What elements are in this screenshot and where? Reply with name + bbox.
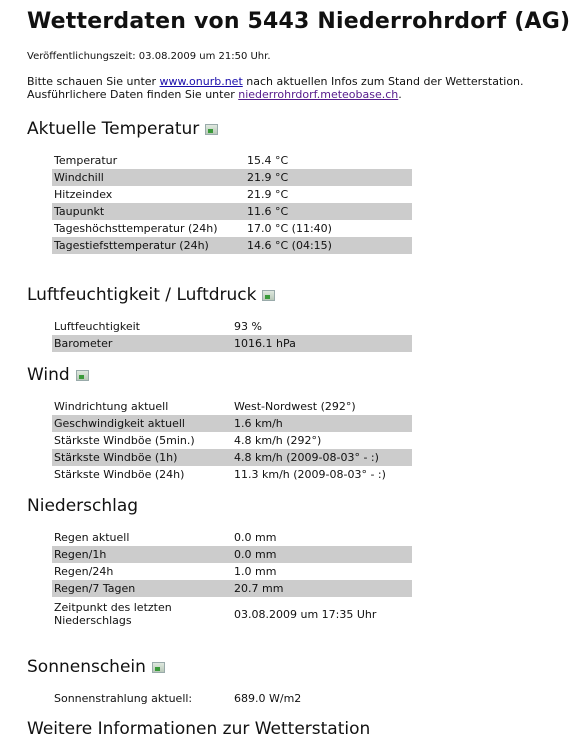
row-label: Zeitpunkt des letzten Niederschlags xyxy=(54,601,172,627)
chart-icon[interactable] xyxy=(262,290,275,301)
row-value: 689.0 W/m2 xyxy=(234,692,302,705)
chart-icon[interactable] xyxy=(152,662,165,673)
row-value: 93 % xyxy=(234,320,262,333)
table-row xyxy=(52,335,412,352)
row-label: Hitzeindex xyxy=(54,188,113,201)
section-heading: Weitere Informationen zur Wetterstation xyxy=(27,719,371,739)
row-value: 11.6 °C xyxy=(245,203,412,220)
row-value: West-Nordwest (292°) xyxy=(234,400,356,413)
table-row xyxy=(52,169,412,186)
row-label: Regen/1h xyxy=(52,546,232,563)
table-row xyxy=(52,152,412,169)
row-label: Tageshöchsttemperatur (24h) xyxy=(54,222,218,235)
row-value: 15.4 °C xyxy=(247,154,289,167)
section-heading: Aktuelle Temperatur xyxy=(27,119,200,139)
row-value: 21.9 °C xyxy=(247,188,289,201)
section-niederschlag xyxy=(27,495,138,517)
row-value: 0.0 mm xyxy=(234,531,277,544)
row-value: 0.0 mm xyxy=(232,546,412,563)
section-feuchte xyxy=(27,284,275,306)
row-value: 4.8 km/h (2009-08-03° - :) xyxy=(232,449,412,466)
row-value: 1016.1 hPa xyxy=(232,335,412,352)
table-row xyxy=(52,432,412,449)
row-label: Stärkste Windböe (1h) xyxy=(52,449,232,466)
table-row xyxy=(52,203,412,220)
table-row xyxy=(52,415,412,432)
table-row xyxy=(52,690,412,707)
row-value: 17.0 °C (11:40) xyxy=(247,222,332,235)
section-heading: Sonnenschein xyxy=(27,657,146,677)
row-value: 1.6 km/h xyxy=(232,415,412,432)
wind-table xyxy=(52,398,412,483)
row-label: Tagestiefsttemperatur (24h) xyxy=(52,237,245,254)
table-row xyxy=(52,466,412,483)
sunshine-table xyxy=(52,690,412,707)
row-value: 21.9 °C xyxy=(245,169,412,186)
table-row xyxy=(52,318,412,335)
table-row xyxy=(52,580,412,597)
chart-icon[interactable] xyxy=(205,124,218,135)
meteobase-link[interactable]: niederrohrdorf.meteobase.ch xyxy=(238,88,399,101)
row-value: 03.08.2009 um 17:35 Uhr xyxy=(234,607,377,621)
chart-icon[interactable] xyxy=(76,370,89,381)
row-label: Windchill xyxy=(52,169,245,186)
row-value: 14.6 °C (04:15) xyxy=(245,237,412,254)
row-label: Stärkste Windböe (24h) xyxy=(54,468,185,481)
table-row xyxy=(52,563,412,580)
table-row xyxy=(52,186,412,203)
intro-text: Bitte schauen Sie unter www.onurb.net nach aktuellen Infos zum Stand der Wetterstation. Ausführlichere Daten finden Sie unter niederrohrdorf.meteobase.ch. xyxy=(27,75,524,101)
row-label: Temperatur xyxy=(54,154,118,167)
table-row xyxy=(52,449,412,466)
row-label: Regen aktuell xyxy=(54,531,130,544)
row-label: Stärkste Windböe (5min.) xyxy=(54,434,195,447)
onurb-link[interactable]: www.onurb.net xyxy=(159,75,243,88)
table-row xyxy=(52,398,412,415)
table-row xyxy=(52,220,412,237)
row-label: Geschwindigkeit aktuell xyxy=(52,415,232,432)
page-title: Wetterdaten von 5443 Niederrohrdorf (AG) xyxy=(27,9,571,34)
row-value: 20.7 mm xyxy=(232,580,412,597)
section-wind xyxy=(27,364,89,386)
row-label: Regen/7 Tagen xyxy=(52,580,232,597)
section-heading: Wind xyxy=(27,365,70,385)
row-value: 11.3 km/h (2009-08-03° - :) xyxy=(234,468,386,481)
section-weitere xyxy=(27,718,370,740)
row-label: Taupunkt xyxy=(52,203,245,220)
row-label: Luftfeuchtigkeit xyxy=(54,320,140,333)
row-label: Sonnenstrahlung aktuell: xyxy=(54,692,193,705)
section-sonne xyxy=(27,656,165,678)
precipitation-table xyxy=(52,529,412,631)
publication-time: Veröffentlichungszeit: 03.08.2009 um 21:50 Uhr. xyxy=(27,51,271,62)
row-label: Barometer xyxy=(52,335,232,352)
temperature-table xyxy=(52,152,412,254)
table-row xyxy=(52,529,412,546)
table-row xyxy=(52,546,412,563)
row-label: Windrichtung aktuell xyxy=(54,400,169,413)
table-row xyxy=(52,237,412,254)
humidity-table xyxy=(52,318,412,352)
row-value: 4.8 km/h (292°) xyxy=(234,434,322,447)
section-heading: Luftfeuchtigkeit / Luftdruck xyxy=(27,285,257,305)
row-value: 1.0 mm xyxy=(234,565,277,578)
section-temperatur xyxy=(27,118,218,140)
section-heading: Niederschlag xyxy=(27,496,139,516)
row-label: Regen/24h xyxy=(54,565,114,578)
table-row xyxy=(52,597,412,631)
